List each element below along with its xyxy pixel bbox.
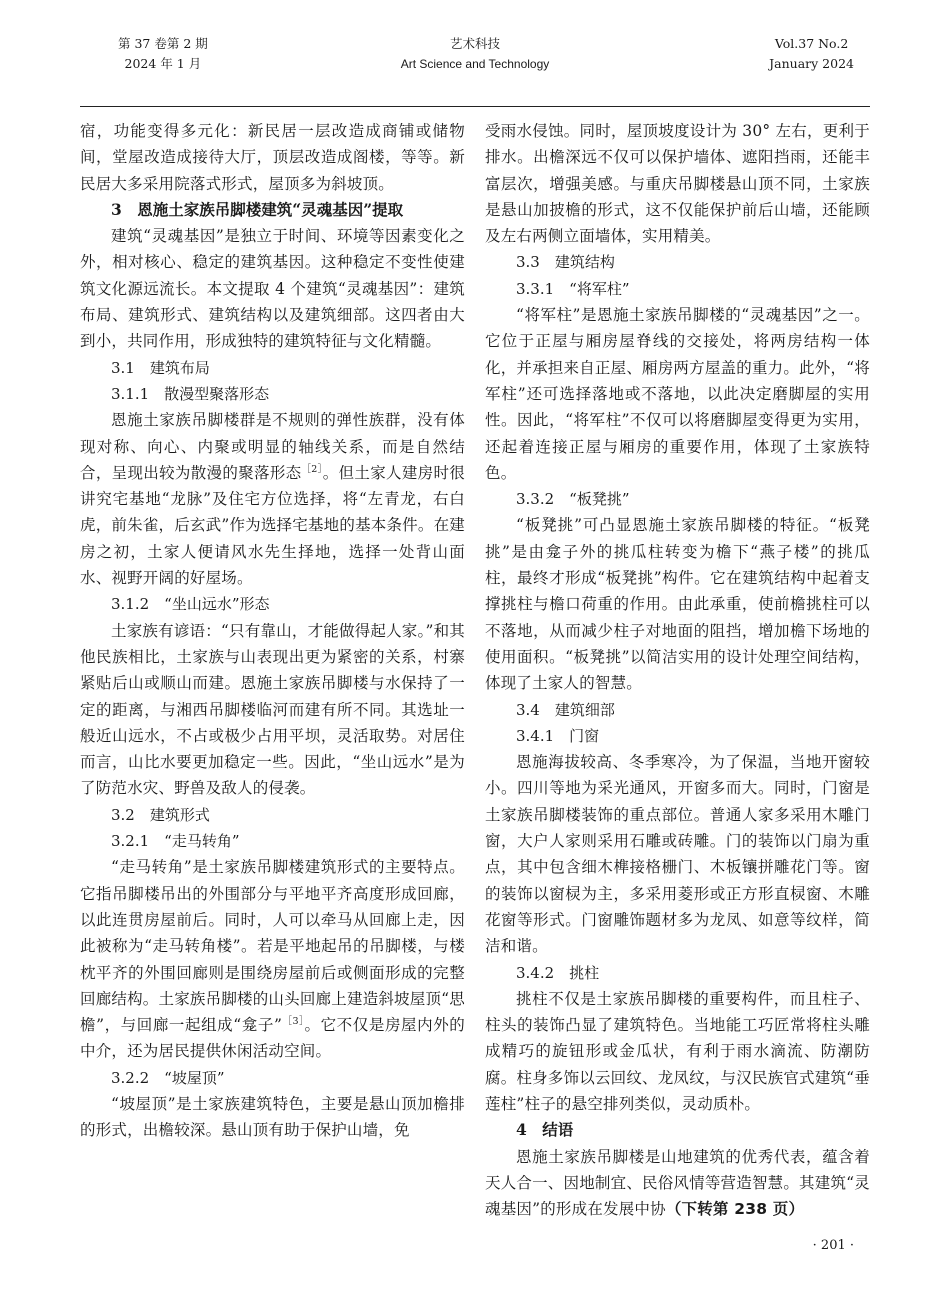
left-column — [80, 118, 465, 1144]
paragraph: 恩施土家族吊脚楼群是不规则的弹性族群，没有体现对称、向心、内聚或明显的轴线关系，而是自然结合，呈现出较为散漫的聚落形态$^{[2]}$。但土家人建房时很讲究宅基地“龙脉”及住宅方位选择，将“左青龙，右白虎，前朱雀，后玄武”作为选择宅基地的基本条件。在建房之初，土家人便请风水先生择地，选择一处背山面水、视野开阔的好屋场。 — [80, 411, 465, 588]
section-heading-4: 4 结语 — [516, 1120, 574, 1140]
paragraph: 受雨水侵蚀。同时，屋顶坡度设计为 30° 左右，更利于排水。出檐深远不仅可以保护墙体、遮阳挡雨，还能丰富层次，增强美感。与重庆吊脚楼悬山顶不同，土家族是悬山加披檐的形式，这不仅能保护前后山墙，还能顾及左右两侧立面墙体，实用精美。 — [485, 122, 870, 246]
header-rule — [80, 106, 870, 107]
section-heading-3-2-1: 3.2.1 “走马转角” — [111, 832, 240, 851]
section-heading-3-2-2: 3.2.2 “坡屋顶” — [111, 1068, 225, 1087]
paragraph: “板凳挑”可凸显恩施土家族吊脚楼的特征。“板凳挑”是由龛子外的挑瓜柱转变为檐下“燕子楼”的挑瓜柱，最终才形成“板凳挑”构件。它在建筑结构中起着支撑挑柱与檐口荷重的作用。由此承重，使前檐挑柱可以不落地，从而减少柱子对地面的阻挡，增加檐下场地的使用面积。“板凳挑”以简洁实用的设计处理空间结构，体现了土家人的智慧。 — [485, 516, 870, 693]
section-heading-3-3: 3.3 建筑结构 — [516, 253, 615, 272]
paragraph: 挑柱不仅是土家族吊脚楼的重要构件，而且柱子、柱头的装饰凸显了建筑特色。当地能工巧匠常将柱头雕成精巧的旋钮形或金瓜状，有利于雨水滴流、防潮防腐。柱身多饰以云回纹、龙凤纹，与汉民族官式建筑“垂莲柱”柱子的悬空排列类似，灵动质朴。 — [485, 989, 870, 1113]
section-heading-3-4: 3.4 建筑细部 — [516, 700, 615, 719]
volume-issue-en: Vol.37 No.2 January 2024 — [769, 36, 854, 71]
section-heading-3-3-1: 3.3.1 “将军柱” — [516, 279, 630, 298]
right-column — [485, 118, 870, 1222]
section-heading-3: 3 恩施土家族吊脚楼建筑“灵魂基因”提取 — [111, 199, 404, 219]
paragraph: 宿，功能变得多元化：新民居一层改造成商铺或储物间，堂屋改造成接待大厅，顶层改造成阁楼，等等。新民居大多采用院落式形式，屋顶多为斜坡顶。 — [80, 122, 465, 193]
section-heading-3-4-1: 3.4.1 门窗 — [516, 726, 600, 745]
section-heading-3-1-1: 3.1.1 散漫型聚落形态 — [111, 384, 270, 403]
paragraph: 恩施海拔较高、冬季寒冷，为了保温，当地开窗较小。四川等地为采光通风，开窗多而大。同时，门窗是土家族吊脚楼装饰的重点部位。普通人家多采用木雕门窗，大户人家则采用石雕或砖雕。门的装饰以门扇为重点，其中包含细木榫接格栅门、木板镶拼雕花门等。窗的装饰以窗棂为主，多采用菱形或正方形直棂窗、木雕花窗等形式。门窗雕饰题材多为龙凤、如意等纹样，简洁和谐。 — [485, 753, 870, 956]
section-heading-3-3-2: 3.3.2 “板凳挑” — [516, 490, 630, 509]
section-heading-3-1: 3.1 建筑布局 — [111, 358, 210, 377]
paragraph: “坡屋顶”是土家族建筑特色，主要是悬山顶加檐排的形式，出檐较深。悬山顶有助于保护山墙，免 — [80, 1094, 465, 1140]
page-number: · 201 · — [812, 1238, 854, 1253]
paragraph: “将军柱”是恩施土家族吊脚楼的“灵魂基因”之一。它位于正屋与厢房屋脊线的交接处，将两房结构一体化，并承担来自正屋、厢房两方屋盖的重力。此外，“将军柱”还可选择落地或不落地，以此决定磨脚屋的实用性。因此，“将军柱”不仅可以将磨脚屋变得更为实用，还起着连接正屋与厢房的重要作用，体现了土家族特色。 — [485, 306, 870, 482]
paragraph: “走马转角”是土家族吊脚楼建筑形式的主要特点。它指吊脚楼吊出的外围部分与平地平齐高度形成回廊，以此连贯房屋前后。同时，人可以牵马从回廊上走，因此被称为“走马转角楼”。若是平地起吊的吊脚楼，与楼枕平齐的外围回廊则是围绕房屋前后或侧面形成的完整回廊结构。土家族吊脚楼的山头回廊上建造斜坡屋顶“思檐”，与回廊一起组成“龛子”$^{[3]}$。它不仅是房屋内外的中介，还为居民提供休闲活动空间。 — [80, 858, 465, 1061]
paragraph: 建筑“灵魂基因”是独立于时间、环境等因素变化之外，相对核心、稳定的建筑基因。这种稳定不变性使建筑文化源远流长。本文提取 4 个建筑“灵魂基因”：建筑布局、建筑形式、建筑结构以及建筑细部。这四者由大到小，共同作用，形成独特的建筑特征与文化精髓。 — [80, 227, 465, 351]
continued-note: （下转第 238 页） — [665, 1200, 805, 1219]
volume-issue: 第 37 卷第 2 期 2024 年 1 月 — [118, 36, 208, 71]
citation-ref: ［3］ — [282, 1015, 305, 1027]
paragraph: 恩施土家族吊脚楼是山地建筑的优秀代表，蕴含着天人合一、因地制宜、民俗风情等营造智慧。其建筑“灵魂基因”的形成在发展中协（下转第 238 页） — [485, 1147, 870, 1219]
citation-ref: ［2］ — [301, 463, 323, 475]
journal-title: 艺术科技 Art Science and Technology — [400, 36, 550, 71]
section-heading-3-4-2: 3.4.2 挑柱 — [516, 963, 600, 982]
journal-header — [0, 30, 950, 86]
section-heading-3-2: 3.2 建筑形式 — [111, 805, 210, 824]
paragraph: 土家族有谚语：“只有靠山，才能做得起人家。”和其他民族相比，土家族与山表现出更为紧密的关系，村寨紧贴后山或顺山而建。恩施土家族吊脚楼与水保持了一定的距离，与湘西吊脚楼临河而建有所不同。其选址一般近山远水，不占或极少占用平坝，灵活取势。对居住而言，山比水要更加稳定一些。因此，“坐山远水”是为了防范水灾、野兽及敌人的侵袭。 — [80, 621, 465, 798]
section-heading-3-1-2: 3.1.2 “坐山远水”形态 — [111, 595, 270, 614]
